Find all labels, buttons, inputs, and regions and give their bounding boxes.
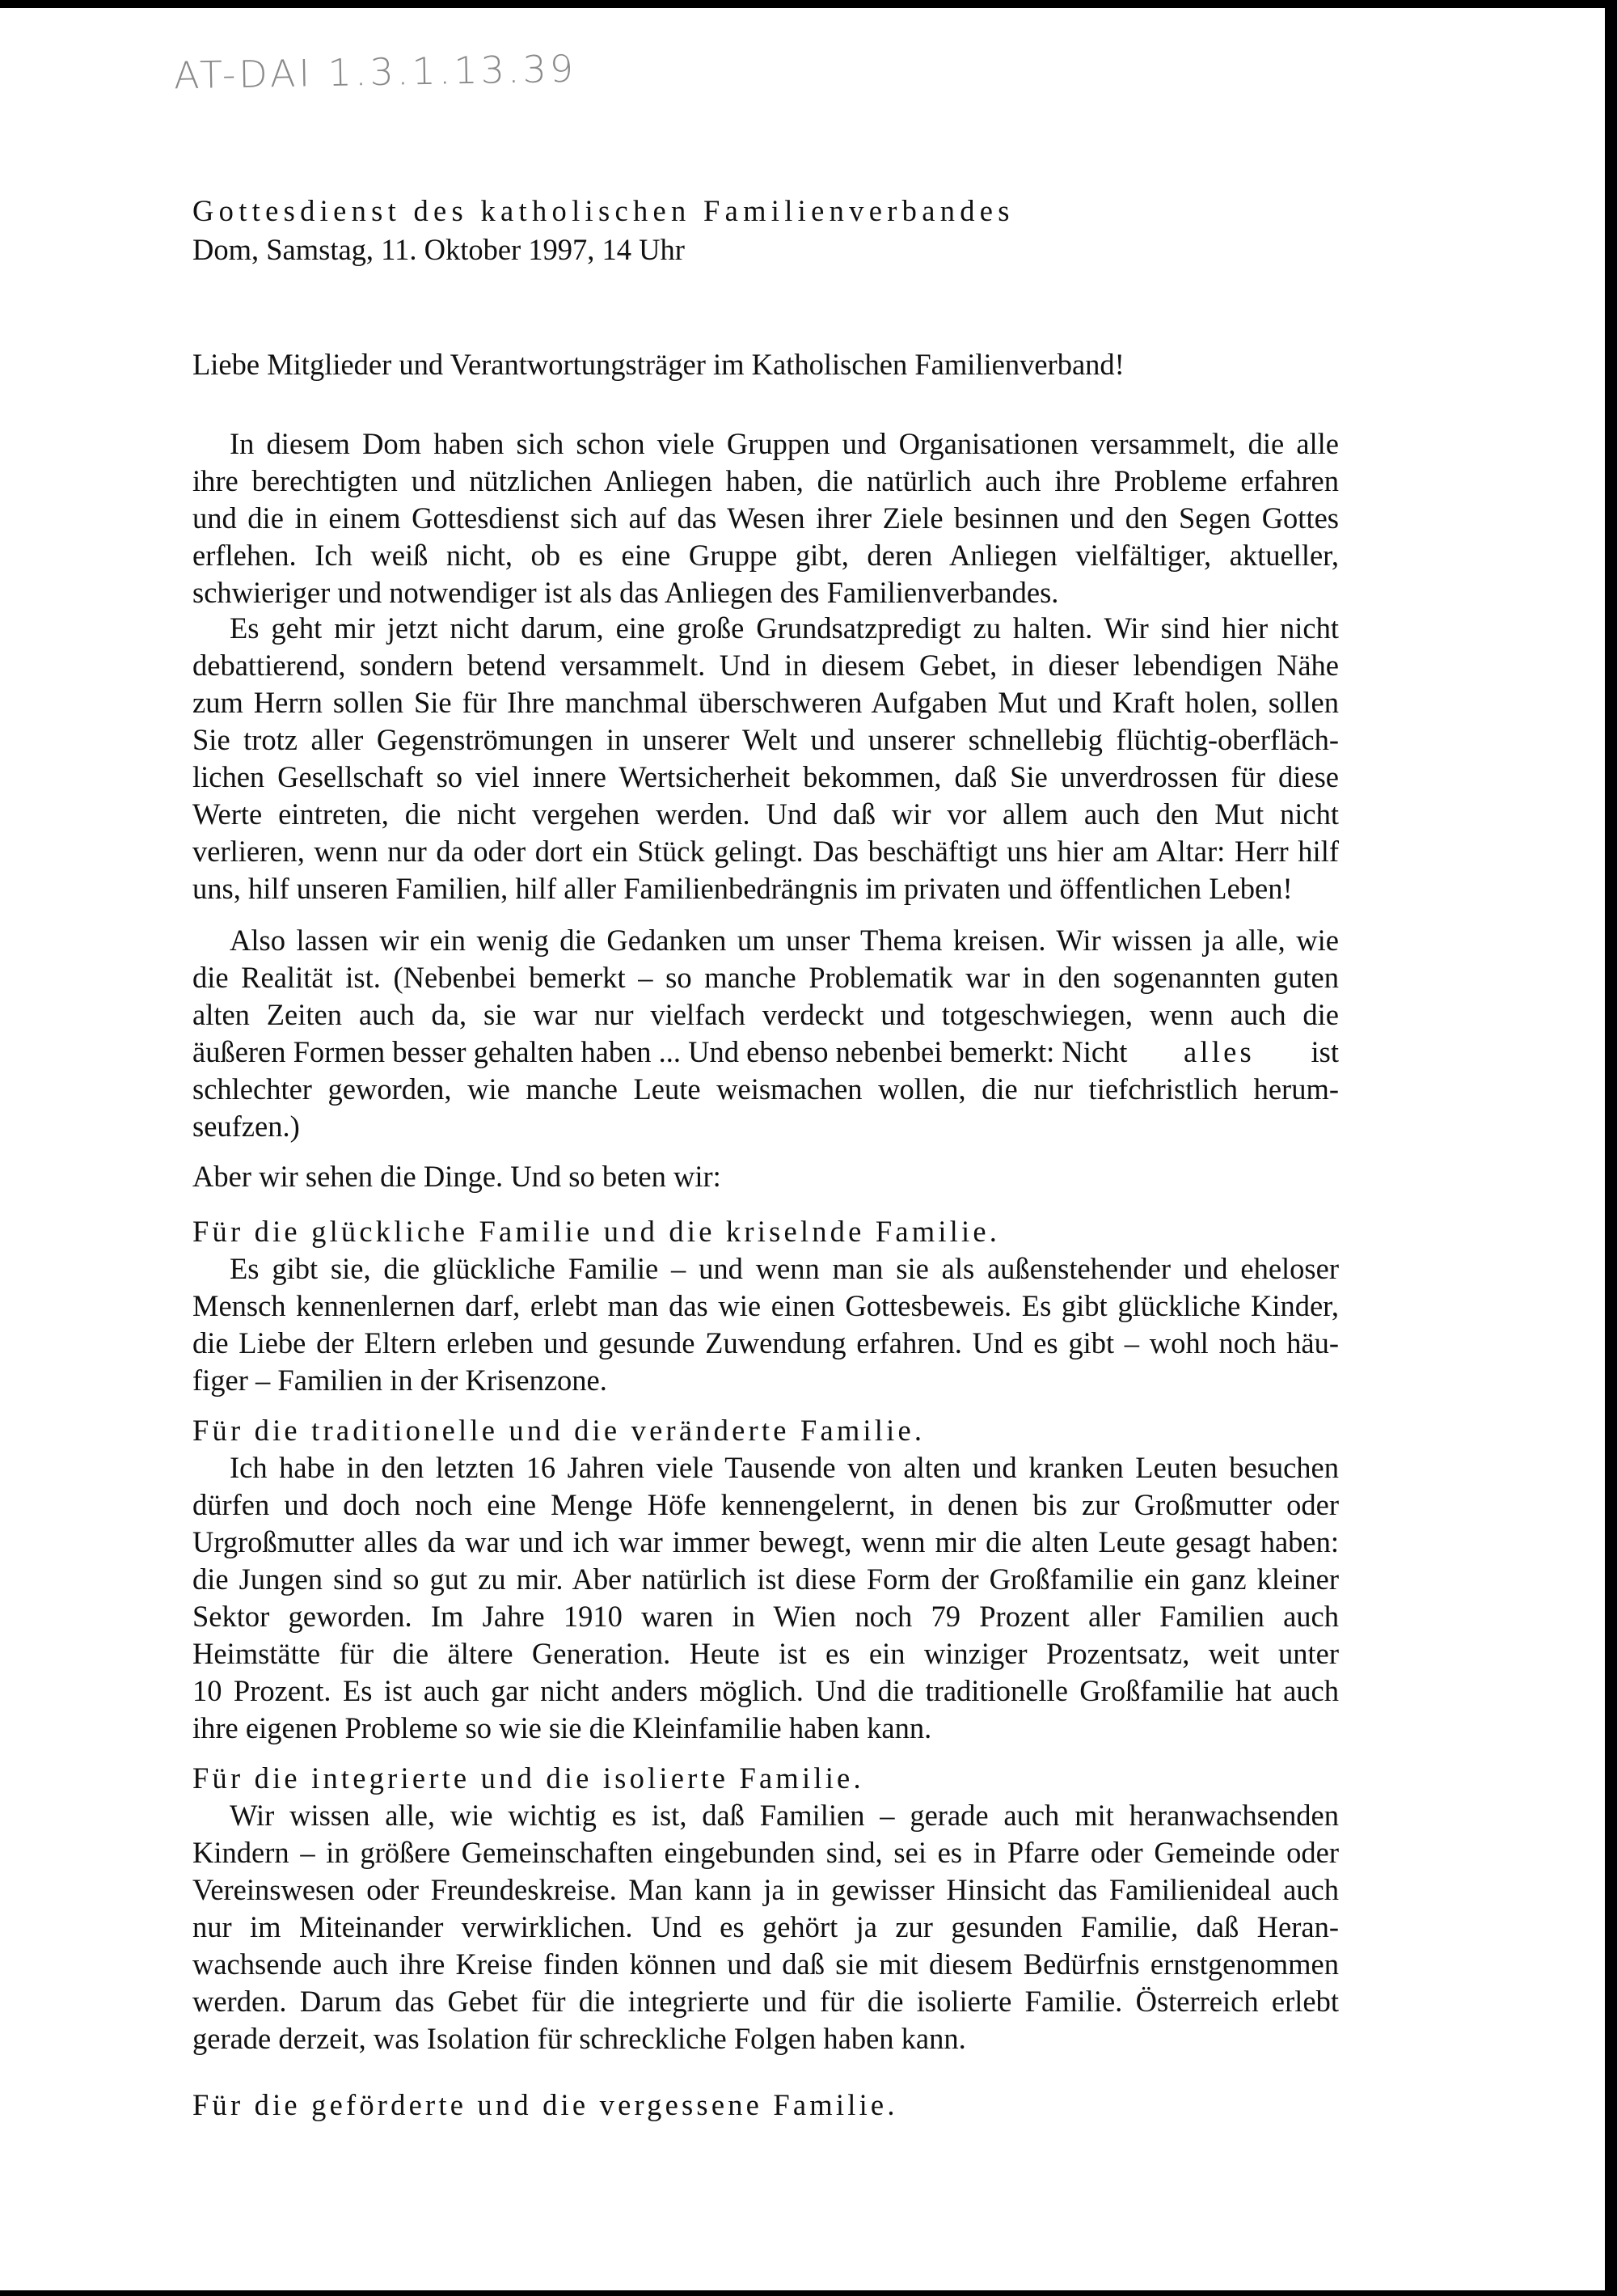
paragraph-line: Heimstätte für die ältere Generation. Heute ist es ein winziger Prozentsatz, weit unter — [192, 1637, 1339, 1670]
paragraph-line: nur im Miteinander verwirklichen. Und es gehört ja zur gesunden Familie, daß Heran- — [192, 1910, 1339, 1943]
section-heading: Für die glückliche Familie und die kriselnde Familie. — [192, 1215, 1001, 1248]
paragraph-text: ist — [1311, 1035, 1339, 1068]
paragraph-line: In diesem Dom haben sich schon viele Gruppen und Organisationen versammelt, die alle — [230, 427, 1339, 460]
salutation: Liebe Mitglieder und Verantwortungsträger im Katholischen Familienverband! — [192, 348, 1125, 381]
paragraph-line: debattierend, sondern betend versammelt. Und in diesem Gebet, in dieser lebendigen Nähe — [192, 649, 1339, 682]
paragraph-line: Sie trotz aller Gegenströmungen in unserer Welt und unserer schnellebig flüchtig-oberfläch- — [192, 723, 1339, 756]
paragraph-line: die Jungen sind so gut zu mir. Aber natürlich ist diese Form der Großfamilie ein ganz kleiner — [192, 1562, 1339, 1596]
scan-border-top — [0, 0, 1617, 8]
paragraph-line: zum Herrn sollen Sie für Ihre manchmal überschweren Aufgaben Mut und Kraft holen, sollen — [192, 686, 1339, 719]
scan-border-right — [1605, 0, 1617, 2296]
paragraph-line: ihre berechtigten und nützlichen Anliegen haben, die natürlich auch ihre Probleme erfahren — [192, 464, 1339, 497]
paragraph-line: schwieriger und notwendiger ist als das Anliegen des Familienverbandes. — [192, 576, 1059, 609]
paragraph-line: Es gibt sie, die glückliche Familie – und wenn man sie als außenstehender und eheloser — [230, 1252, 1339, 1285]
emphasized-word: alles — [1184, 1035, 1255, 1068]
paragraph-line: Sektor geworden. Im Jahre 1910 waren in Wien noch 79 Prozent aller Familien auch — [192, 1600, 1339, 1633]
paragraph-line: lichen Gesellschaft so viel innere Wertsicherheit bekommen, daß Sie unverdrossen für diese — [192, 760, 1339, 793]
paragraph-line: Aber wir sehen die Dinge. Und so beten wir: — [192, 1160, 721, 1193]
paragraph-line: wachsende auch ihre Kreise finden können und daß sie mit diesem Bedürfnis ernstgenommen — [192, 1947, 1339, 1981]
paragraph-line — [192, 1034, 1339, 1071]
paragraph-line: verlieren, wenn nur da oder dort ein Stück gelingt. Das beschäftigt uns hier am Altar: Herr hilf — [192, 835, 1339, 868]
paragraph-line: alten Zeiten auch da, sie war nur vielfach verdeckt und totgeschwiegen, wenn auch die — [192, 998, 1339, 1031]
paragraph-line: Es geht mir jetzt nicht darum, eine große Grundsatzpredigt zu halten. Wir sind hier nicht — [230, 611, 1339, 645]
paragraph-line: Kindern – in größere Gemeinschaften eingebunden sind, sei es in Pfarre oder Gemeinde oder — [192, 1836, 1339, 1869]
paragraph-line: figer – Familien in der Krisenzone. — [192, 1364, 607, 1397]
paragraph-line: 10 Prozent. Es ist auch gar nicht anders möglich. Und die traditionelle Großfamilie hat auch — [192, 1674, 1339, 1707]
paragraph-line: Wir wissen alle, wie wichtig es ist, daß Familien – gerade auch mit heranwachsenden — [230, 1799, 1339, 1832]
paragraph-line: erflehen. Ich weiß nicht, ob es eine Gruppe gibt, deren Anliegen vielfältiger, aktueller, — [192, 539, 1339, 572]
paragraph-line: Urgroßmutter alles da war und ich war immer bewegt, wenn mir die alten Leute gesagt haben: — [192, 1525, 1339, 1558]
paragraph-line: schlechter geworden, wie manche Leute weismachen wollen, die nur tiefchristlich herum- — [192, 1072, 1339, 1106]
paragraph-line: Vereinswesen oder Freundeskreise. Man kann ja in gewisser Hinsicht das Familienideal auch — [192, 1873, 1339, 1906]
paragraph-line: Ich habe in den letzten 16 Jahren viele Tausende von alten und kranken Leuten besuchen — [230, 1451, 1339, 1484]
paragraph-line: Mensch kennenlernen darf, erlebt man das wie einen Gottesbeweis. Es gibt glückliche Kinder, — [192, 1289, 1339, 1322]
paragraph-line: Werte eintreten, die nicht vergehen werden. Und daß wir vor allem auch den Mut nicht — [192, 797, 1339, 831]
paragraph-line: werden. Darum das Gebet für die integrierte und für die isolierte Familie. Österreich erlebt — [192, 1985, 1339, 2018]
paragraph-line: ihre eigenen Probleme so wie sie die Kleinfamilie haben kann. — [192, 1711, 932, 1744]
paragraph-line: die Liebe der Eltern erleben und gesunde Zuwendung erfahren. Und es gibt – wohl noch häu- — [192, 1326, 1339, 1359]
paragraph-line: seufzen.) — [192, 1110, 300, 1143]
document-title: Gottesdienst des katholischen Familienverbandes — [192, 194, 1015, 227]
paragraph-text: äußeren Formen besser gehalten haben ... Und ebenso nebenbei bemerkt: Nicht — [192, 1035, 1128, 1068]
paragraph-line: uns, hilf unseren Familien, hilf aller Familienbedrängnis im privaten und öffentlichen Leben! — [192, 872, 1293, 905]
section-heading: Für die integrierte und die isolierte Familie. — [192, 1761, 864, 1795]
section-heading: Für die traditionelle und die veränderte Familie. — [192, 1414, 926, 1447]
paragraph-line: Also lassen wir ein wenig die Gedanken um unser Thema kreisen. Wir wissen ja alle, wie — [230, 924, 1339, 957]
paragraph-line: dürfen und doch noch eine Menge Höfe kennengelernt, in denen bis zur Großmutter oder — [192, 1488, 1339, 1521]
paragraph-line: und die in einem Gottesdienst sich auf das Wesen ihrer Ziele besinnen und den Segen Gottes — [192, 501, 1339, 535]
scan-border-bottom — [0, 2290, 1617, 2296]
section-heading: Für die geförderte und die vergessene Familie. — [192, 2088, 898, 2121]
handwritten-archive-mark: AT-DAI 1.3.1.13.39 — [173, 46, 577, 98]
paragraph-line: die Realität ist. (Nebenbei bemerkt – so manche Problematik war in den sogenannten guten — [192, 961, 1339, 994]
document-subtitle: Dom, Samstag, 11. Oktober 1997, 14 Uhr — [192, 233, 685, 266]
paragraph-line: gerade derzeit, was Isolation für schreckliche Folgen haben kann. — [192, 2022, 966, 2055]
